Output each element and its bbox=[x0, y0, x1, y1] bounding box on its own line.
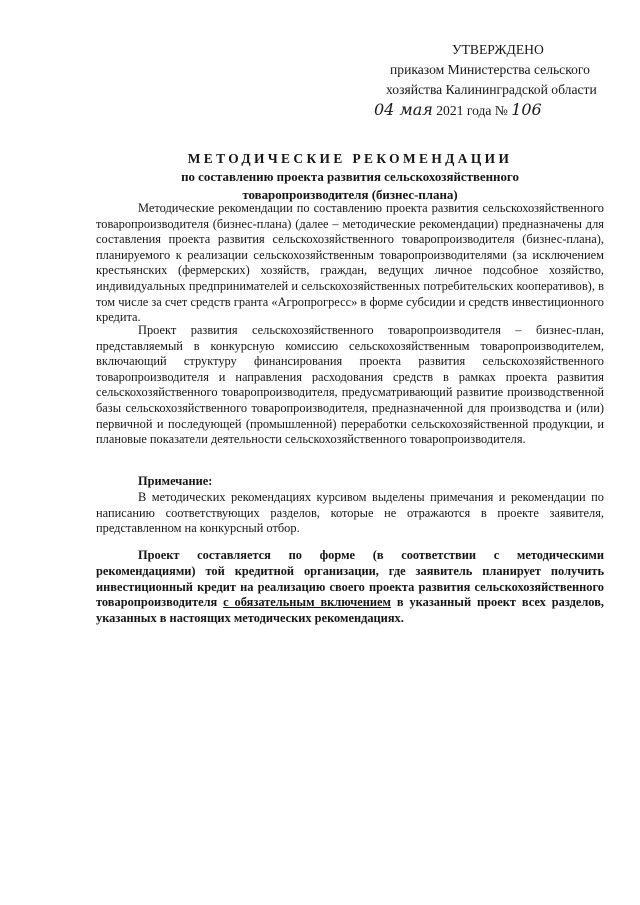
approval-year-text: 2021 года № bbox=[432, 103, 512, 118]
bold-paragraph-part2: в указанный проект всех разделов, указанных в настоящих методических рекомендациях. bbox=[96, 595, 604, 626]
note-text: В методических рекомендациях курсивом выделены примечания и рекомендации по написанию соответствующих разделов, которые не отражаются в проекте заявителя, представленном на конкурсный отбор. bbox=[96, 490, 604, 536]
approval-order-line: приказом Министерства сельского bbox=[390, 62, 590, 77]
document-title: МЕТОДИЧЕСКИЕ РЕКОМЕНДАЦИИ bbox=[187, 151, 513, 166]
approval-block bbox=[374, 40, 626, 121]
paragraph-definition: Проект развития сельскохозяйственного товаропроизводителя – бизнес-план, представляемый в конкурсную комиссию сельскохозяйственным товаропроизводителем, включающий структуру финансирования проекта развития сельскохозяйственного товаропроизводителя и направления расходования средств в рамках проекта развития сельскохозяйственного товаропроизводителя, предусматривающий развитие производственной базы сельскохозяйственного товаропроизводителя, предназначенной для производства и (или) первичной и последующей (промышленной) переработки сельскохозяйственной продукции, и плановые показатели деятельности сельскохозяйственного товаропроизводителя. bbox=[96, 323, 604, 447]
paragraph-purpose: Методические рекомендации по составлению проекта развития сельскохозяйственного товаропроизводителя (бизнес-плана) (далее – методические рекомендации) предназначены для составления проекта развития сельскохозяйственного товаропроизводителя (бизнес-плана), планируемого к реализации сельскохозяйственным товаропроизводителями (за исключением крестьянских (фермерских) хозяйств, граждан, ведущих личное подсобное хозяйство, индивидуальных предпринимателей и сельскохозяйственных потребительских кооперативов), в том числе за счет средств гранта «Агропрогресс» в форме субсидии и средств инвестиционного кредита. bbox=[96, 201, 604, 325]
document-title-block bbox=[96, 150, 604, 204]
bold-instruction-paragraph bbox=[96, 548, 604, 627]
document-subtitle-line2: товаропроизводителя (бизнес-плана) bbox=[242, 188, 458, 202]
approval-ministry-line: хозяйства Калининградской области bbox=[386, 82, 597, 97]
document-subtitle-line1: по составлению проекта развития сельскохозяйственного bbox=[181, 170, 519, 184]
underlined-phrase: с обязательным включением bbox=[223, 595, 391, 610]
approval-title: УТВЕРЖДЕНО bbox=[452, 42, 544, 57]
approval-date-line bbox=[374, 100, 626, 121]
handwritten-date: 04 мая bbox=[374, 100, 433, 119]
handwritten-order-number: 106 bbox=[511, 100, 542, 119]
note-heading: Примечание: bbox=[138, 474, 213, 488]
bold-paragraph-part1: Проект составляется по форме (в соответствии с методическими рекомендациями) той кредитной организации, где заявитель планирует получить инвестиционный кредит на реализацию своего проекта развития сельскохозяйственного товаропроизводителя bbox=[96, 548, 604, 610]
